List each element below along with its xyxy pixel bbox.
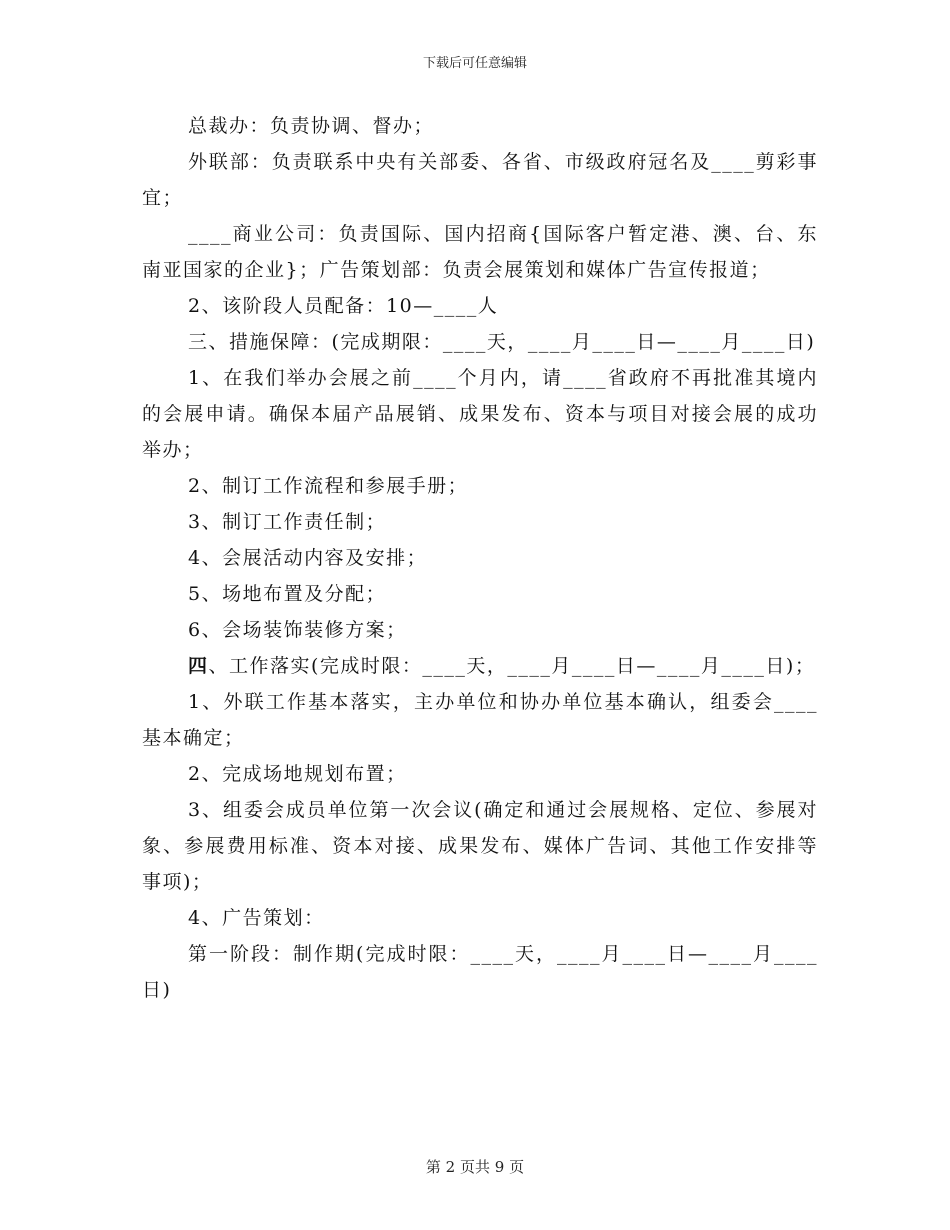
paragraph-phase-one: 第一阶段：制作期(完成时限：____天，____月____日—____月____日)	[142, 943, 818, 1001]
paragraph-item-1-approval: 1、在我们举办会展之前____个月内，请____省政府不再批准其境内的会展申请。确保本届产品展销、成果发布、资本与项目对接会展的成功举办；	[142, 367, 818, 461]
paragraph-item-6-decoration: 6、会场装饰装修方案；	[188, 619, 407, 641]
paragraph-item-5-venue: 5、场地布置及分配；	[188, 583, 387, 605]
paragraph-item-3-responsibility: 3、制订工作责任制；	[188, 511, 387, 533]
page-header: 下载后可任意编辑	[422, 56, 527, 71]
paragraph-general-office: 总裁办：负责协调、督办；	[188, 115, 435, 137]
paragraph-section-three-heading: 三、措施保障：(完成期限：____天，____月____日—____月____日)	[188, 331, 816, 353]
document-body	[142, 108, 818, 1008]
page-footer: 第 2 页共 9 页	[425, 1158, 525, 1176]
paragraph-item-2-workflow: 2、制订工作流程和参展手册；	[188, 475, 469, 497]
paragraph-item-3-first-meeting: 3、组委会成员单位第一次会议(确定和通过会展规格、定位、参展对象、参展费用标准、资本对接、成果发布、媒体广告词、其他工作安排等事项)；	[142, 799, 818, 893]
paragraph-external-liaison: 外联部：负责联系中央有关部委、各省、市级政府冠名及____剪彩事宜；	[142, 151, 818, 209]
section-four-title: 、工作落实(完成时限：____天，____月____日—____月____日)；	[208, 655, 816, 677]
paragraph-commercial-company: ____商业公司：负责国际、国内招商{国际客户暂定港、澳、台、东南亚国家的企业}；广告策划部：负责会展策划和媒体广告宣传报道；	[142, 223, 818, 281]
section-four-number: 四	[188, 655, 209, 677]
paragraph-staffing: 2、该阶段人员配备：10—____人	[188, 295, 499, 317]
paragraph-item-2-site-plan: 2、完成场地规划布置；	[188, 763, 407, 785]
paragraph-item-1-liaison: 1、外联工作基本落实，主办单位和协办单位基本确认，组委会____基本确定；	[142, 691, 818, 749]
paragraph-item-4-advertising: 4、广告策划：	[188, 907, 325, 929]
paragraph-item-4-activities: 4、会展活动内容及安排；	[188, 547, 428, 569]
paragraph-section-four-heading	[142, 648, 818, 684]
